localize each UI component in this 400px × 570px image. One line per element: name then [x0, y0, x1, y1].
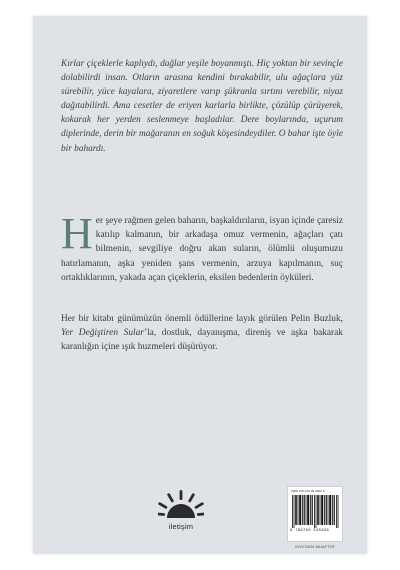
sunrise-logo-icon [158, 488, 204, 522]
isbn-label: ISBN 978-975-05-3562-6 [291, 489, 325, 493]
blurb-excerpt: Kırlar çiçeklerle kaplıydı, dağlar yeşile boyanmıştı. Hiç yoktan bir sevinçle dolabilirdi insan. Otların arasına kendini bırakabilir, ulu ağaçlara yüz sürebilir, yüce kayalara, ziyaretlere varıp şükranla sırtını verebilir, niyaz dağıtabilirdi. Ama cesetler de eriyen karlarla birlikte, çözülüp çürüyerek, kokarak her yerden seslenmeye başladılar. Dere boylarında, uçurum diplerinde, derin bir mağaranın en soğuk köşesindeydiler. O bahar işte öyle bir bahardı. [61, 59, 343, 154]
author-text-after: ’la, dostluk, dayanışma, direniş ve aşka bakarak karanlığın içine ışık huzmeleri düşürüyor. [61, 328, 343, 353]
drop-cap: H [61, 209, 93, 258]
author-paragraph [61, 312, 343, 355]
description-text: er şeye rağmen gelen baharın, başkaldırıların, isyan içinde çaresiz katılıp kalmanın, bir arkadaşa omuz vermenin, ağaçları çatı bilmenin, sevgiliye doğru akan suların, ölümlü oluşumuzu hatırlamanın, aşka yeniden şans vermenin, arzuya kapılmanın, suç ortaklıklarının, yakada açan çiçeklerin, eksilen bedenlerin öyküleri. [61, 216, 343, 283]
isbn-digits: 9 789750 535626 [290, 529, 330, 533]
barcode [287, 486, 343, 542]
tax-note: KDV'DEN MUAFTIR [295, 544, 335, 549]
back-cover [33, 16, 367, 554]
book-title: Yer Değiştiren Sular [61, 328, 144, 339]
author-text-before: Her bir kitabı günümüzün önemli ödüllerine layık görülen Pelin Buzluk, [61, 314, 343, 324]
description-paragraph [61, 209, 343, 285]
publisher-logo [158, 488, 204, 540]
barcode-bars [292, 495, 340, 528]
publisher-name: iletişim [168, 522, 194, 531]
